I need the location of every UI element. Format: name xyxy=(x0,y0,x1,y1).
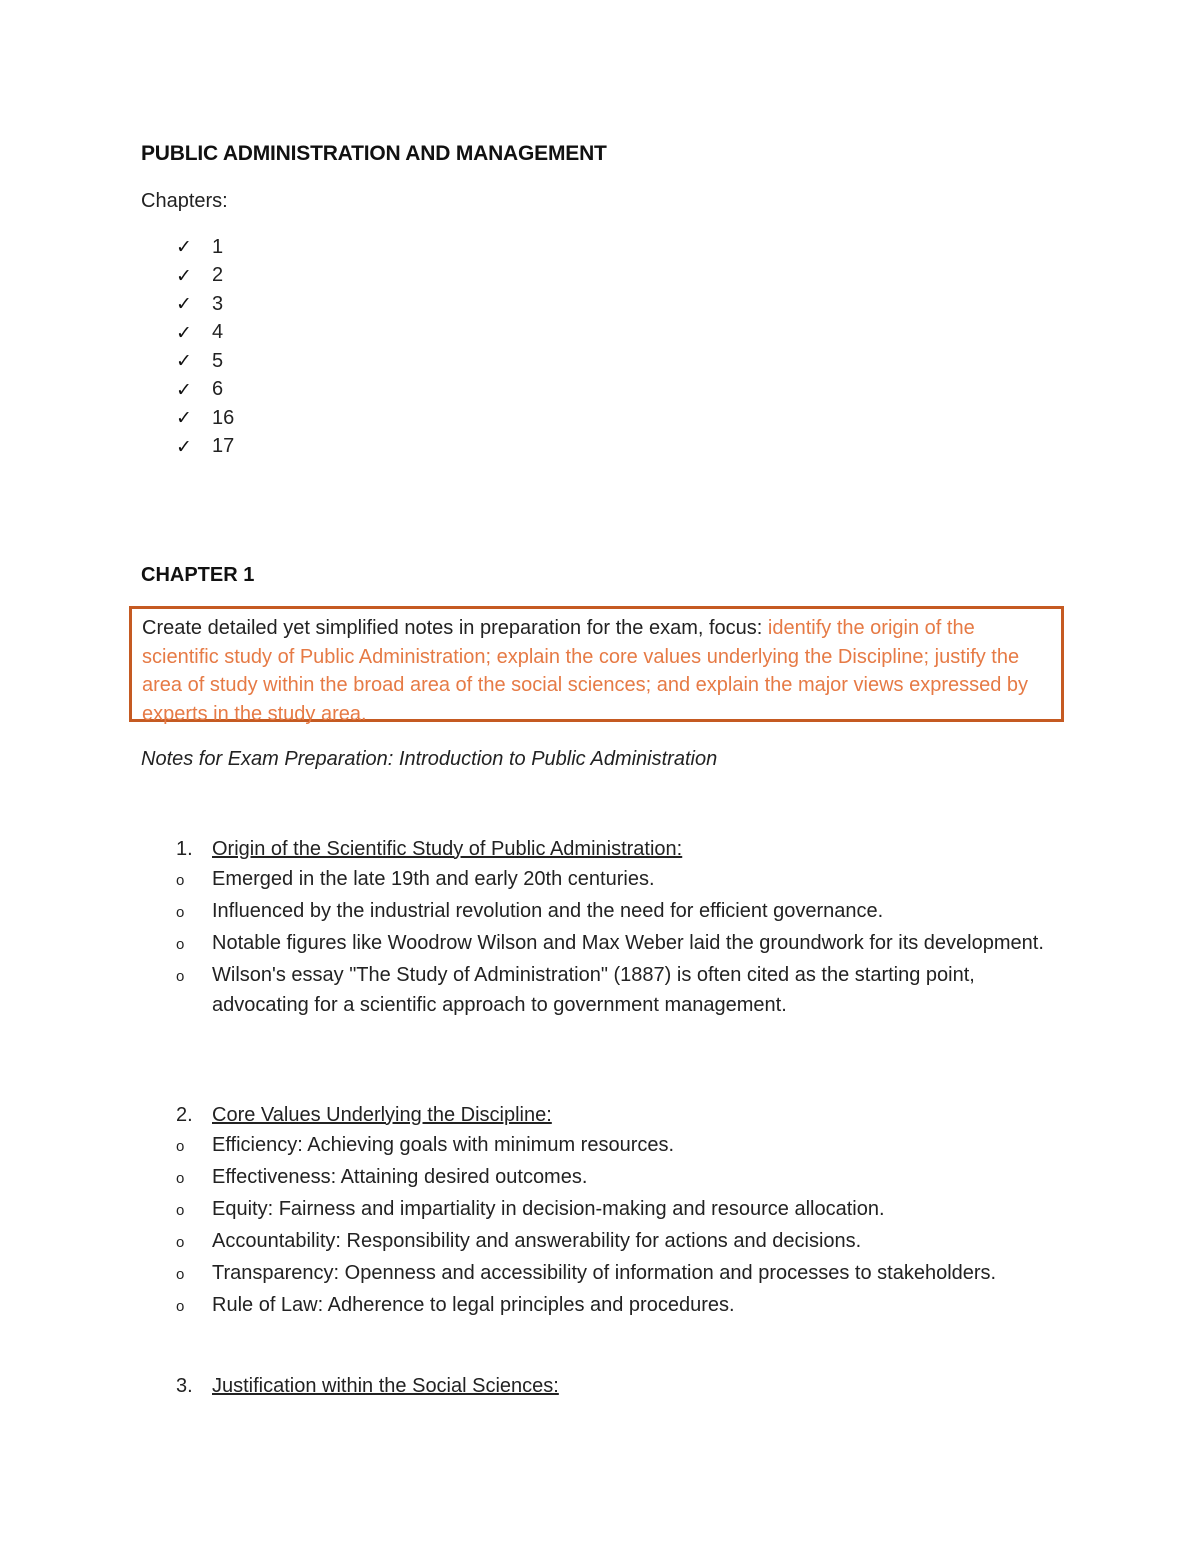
focus-highlight-text: identify the origin of the scientific study of Public Administration; explain the core values underlying the Discipline; justify the area of study within the broad area of the social sciences; and explain the major views expressed by experts in the study area. xyxy=(142,617,1029,725)
chapter-list-item xyxy=(176,319,234,348)
section-heading xyxy=(176,1100,1076,1130)
list-item xyxy=(176,1258,1076,1290)
bullet-list xyxy=(176,864,1076,1020)
checkmark-icon: ✓ xyxy=(176,264,192,287)
section-core-values xyxy=(176,1100,1076,1322)
list-item-text: Rule of Law: Adherence to legal principles and procedures. xyxy=(212,1294,735,1316)
list-item xyxy=(176,1130,1076,1162)
circle-bullet-icon: o xyxy=(176,968,185,985)
section-title: Core Values Underlying the Discipline: xyxy=(212,1103,552,1126)
chapter-number: 17 xyxy=(212,435,235,458)
section-heading xyxy=(176,1371,1076,1401)
focus-instruction-box xyxy=(129,606,1064,725)
section-number: 1. xyxy=(176,837,193,860)
section-number: 2. xyxy=(176,1103,193,1126)
chapters-label: Chapters: xyxy=(141,190,228,212)
chapter-list-item xyxy=(176,404,234,433)
list-item-text: Transparency: Openness and accessibility of information and processes to stakeholders. xyxy=(212,1262,997,1284)
list-item xyxy=(176,1162,1076,1194)
checkmark-icon: ✓ xyxy=(176,293,192,316)
chapter-heading: CHAPTER 1 xyxy=(141,564,255,586)
section-origin xyxy=(176,834,1076,1020)
section-title: Origin of the Scientific Study of Public Administration: xyxy=(212,837,683,860)
list-item-text: Emerged in the late 19th and early 20th centuries. xyxy=(212,868,655,890)
list-item-text: Influenced by the industrial revolution and the need for efficient governance. xyxy=(212,900,884,922)
list-item xyxy=(176,1290,1076,1322)
list-item-text: Notable figures like Woodrow Wilson and Max Weber laid the groundwork for its development. xyxy=(212,932,1044,954)
checkmark-icon: ✓ xyxy=(176,378,192,401)
circle-bullet-icon: o xyxy=(176,1266,185,1283)
circle-bullet-icon: o xyxy=(176,872,185,889)
section-title: Justification within the Social Sciences: xyxy=(212,1374,559,1397)
chapter-number: 1 xyxy=(212,235,224,258)
notes-title: Notes for Exam Preparation: Introduction to Public Administration xyxy=(141,748,718,770)
chapter-list-item xyxy=(176,262,234,291)
circle-bullet-icon: o xyxy=(176,1234,185,1251)
checkmark-icon: ✓ xyxy=(176,236,192,259)
circle-bullet-icon: o xyxy=(176,904,185,921)
list-item xyxy=(176,928,1076,960)
section-number: 3. xyxy=(176,1374,193,1397)
chapter-number: 2 xyxy=(212,264,224,287)
list-item xyxy=(176,1194,1076,1226)
checkmark-icon: ✓ xyxy=(176,435,192,458)
chapter-number: 6 xyxy=(212,378,224,401)
chapter-list-item xyxy=(176,290,234,319)
chapter-list-item xyxy=(176,376,234,405)
list-item xyxy=(176,960,1076,1020)
checkmark-icon: ✓ xyxy=(176,407,192,430)
list-item-text: Wilson's essay "The Study of Administration" (1887) is often cited as the starting point, advocating for a scientific approach to government management. xyxy=(212,964,975,1016)
list-item-text: Effectiveness: Attaining desired outcomes. xyxy=(212,1166,588,1188)
list-item-text: Efficiency: Achieving goals with minimum resources. xyxy=(212,1134,675,1156)
chapter-number: 3 xyxy=(212,292,224,315)
bullet-list xyxy=(176,1130,1076,1322)
chapter-list-item xyxy=(176,233,234,262)
chapter-list-item xyxy=(176,347,234,376)
circle-bullet-icon: o xyxy=(176,1138,185,1155)
list-item-text: Equity: Fairness and impartiality in decision-making and resource allocation. xyxy=(212,1198,885,1220)
list-item xyxy=(176,1226,1076,1258)
chapter-number: 4 xyxy=(212,321,224,344)
list-item xyxy=(176,864,1076,896)
list-item-text: Accountability: Responsibility and answerability for actions and decisions. xyxy=(212,1230,862,1252)
chapter-number: 5 xyxy=(212,349,224,372)
circle-bullet-icon: o xyxy=(176,1202,185,1219)
circle-bullet-icon: o xyxy=(176,1170,185,1187)
document-title: PUBLIC ADMINISTRATION AND MANAGEMENT xyxy=(141,142,607,165)
section-justification xyxy=(176,1371,1076,1401)
circle-bullet-icon: o xyxy=(176,936,185,953)
checkmark-icon: ✓ xyxy=(176,350,192,373)
chapter-list-item xyxy=(176,433,234,462)
chapter-number: 16 xyxy=(212,406,235,429)
focus-intro-text: Create detailed yet simplified notes in preparation for the exam, focus: xyxy=(142,617,768,639)
list-item xyxy=(176,896,1076,928)
section-heading xyxy=(176,834,1076,864)
chapter-list xyxy=(176,233,234,461)
circle-bullet-icon: o xyxy=(176,1298,185,1315)
checkmark-icon: ✓ xyxy=(176,321,192,344)
